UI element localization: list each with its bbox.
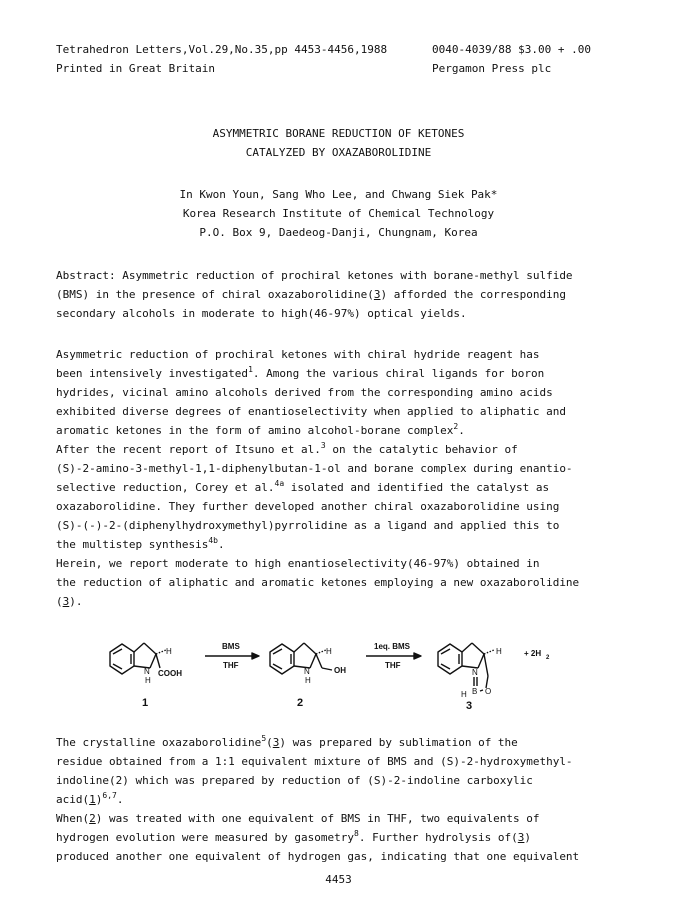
abstract-line: secondary alcohols in moderate to high(46-97%) optical yields. bbox=[56, 307, 467, 320]
paragraph-preparation bbox=[56, 733, 624, 809]
reaction-scheme bbox=[100, 612, 620, 712]
text-line: residue obtained from a 1:1 equivalent mixture of BMS and (S)-2-hydroxymethyl- bbox=[56, 755, 573, 768]
text-line: (3). bbox=[56, 595, 83, 608]
text-line: The crystalline oxazaborolidine$^5$(3) was prepared by sublimation of the bbox=[56, 734, 518, 749]
solvent-label: THF bbox=[223, 661, 239, 670]
byproduct-subscript: 2 bbox=[546, 655, 550, 661]
citation-sup: 4a bbox=[274, 479, 285, 488]
atom-label: H bbox=[496, 647, 502, 656]
compound-ref: 2 bbox=[89, 812, 96, 825]
price-line: 0040-4039/88 $3.00 + .00 bbox=[432, 43, 591, 56]
text-line: produced another one equivalent of hydrogen gas, indicating that one equivalent bbox=[56, 850, 580, 863]
page-number: 4453 bbox=[325, 873, 352, 886]
title-line-2: CATALYZED BY OXAZABOROLIDINE bbox=[245, 146, 432, 159]
citation-sup: 5 bbox=[261, 734, 267, 743]
author-address: P.O. Box 9, Daedeog-Danji, Chungnam, Korea bbox=[199, 226, 478, 239]
citation-sup: 3 bbox=[320, 441, 326, 450]
paragraph-gasometry bbox=[56, 809, 624, 866]
journal-citation bbox=[56, 40, 387, 78]
journal-line: Tetrahedron Letters,Vol.29,No.35,pp 4453-4456,1988 bbox=[56, 43, 388, 56]
compound-ref: 3 bbox=[517, 831, 525, 844]
compound-label-2: 2 bbox=[297, 697, 304, 709]
text-line: been intensively investigated$^1$. Among the various chiral ligands for boron bbox=[56, 365, 545, 380]
reagent-label: 1eq. BMS bbox=[374, 642, 411, 651]
author-names: In Kwon Youn, Sang Who Lee, and Chwang Siek Pak* bbox=[179, 188, 498, 201]
journal-price bbox=[432, 40, 591, 78]
citation-sup: 6,7 bbox=[102, 791, 117, 800]
compound-label-3: 3 bbox=[466, 700, 473, 712]
substituent-label: OH bbox=[334, 666, 346, 675]
text-line: selective reduction, Corey et al.$^{4a}$ isolated and identified the catalyst as bbox=[56, 479, 550, 494]
substituent-label: COOH bbox=[158, 669, 182, 678]
author-block bbox=[0, 185, 677, 242]
text-line: exhibited diverse degrees of enantioselectivity when applied to aliphatic and bbox=[56, 405, 566, 418]
text-line: indoline(2) which was prepared by reduction of (S)-2-indoline carboxylic bbox=[56, 774, 533, 787]
atom-label: O bbox=[485, 687, 492, 696]
printed-line: Printed in Great Britain bbox=[56, 62, 215, 75]
atom-label: B bbox=[472, 687, 478, 696]
solvent-label: THF bbox=[385, 661, 401, 670]
compound-ref: 3 bbox=[373, 288, 381, 301]
text-line: Asymmetric reduction of prochiral ketones with chiral hydride reagent has bbox=[56, 348, 540, 361]
publisher-line: Pergamon Press plc bbox=[432, 62, 552, 75]
text-line: (S)-2-amino-3-methyl-1,1-diphenylbutan-1-ol and borane complex during enantio- bbox=[56, 462, 573, 475]
text-line: After the recent report of Itsuno et al.$^3$ on the catalytic behavior of bbox=[56, 441, 518, 456]
text-line: aromatic ketones in the form of amino alcohol-borane complex$^2$. bbox=[56, 422, 465, 437]
author-affiliation: Korea Research Institute of Chemical Technology bbox=[182, 207, 495, 220]
text-line: the multistep synthesis$^{4b}$. bbox=[56, 536, 225, 551]
text-line: $acid(1)^{6,7}$. bbox=[56, 791, 124, 806]
text-line: hydrides, vicinal amino alcohols derived from the corresponding amino acids bbox=[56, 386, 553, 399]
citation-sup: 1 bbox=[248, 365, 253, 374]
text-line: (S)-(-)-2-(diphenylhydroxymethyl)pyrrolidine as a ligand and applied this to bbox=[56, 519, 560, 532]
paragraph-herein bbox=[56, 554, 624, 611]
paragraph-background bbox=[56, 440, 624, 554]
atom-label: H bbox=[166, 647, 172, 656]
compound-ref: 3 bbox=[272, 736, 280, 749]
byproduct-label: + 2H bbox=[524, 649, 542, 658]
text-line: oxazaborolidine. They further developed another chiral oxazaborolidine using bbox=[56, 500, 560, 513]
compound-2-structure bbox=[270, 643, 332, 674]
compound-label-1: 1 bbox=[142, 697, 149, 709]
compound-3-structure bbox=[438, 643, 494, 691]
text-line: hydrogen evolution were measured by gasometry$^8$. Further hydrolysis of(3) bbox=[56, 829, 532, 844]
citation-sup: 4b bbox=[208, 536, 218, 545]
citation-sup: 2 bbox=[453, 422, 459, 431]
abstract bbox=[56, 266, 624, 323]
atom-label: N bbox=[304, 667, 310, 676]
atom-label: N bbox=[144, 667, 150, 676]
atom-label: N bbox=[472, 668, 478, 677]
reagent-label: BMS bbox=[222, 642, 240, 651]
atom-label: H bbox=[461, 690, 467, 699]
paper-title bbox=[0, 124, 677, 162]
atom-label: H bbox=[326, 647, 332, 656]
citation-sup: 8 bbox=[354, 829, 359, 838]
atom-label: H bbox=[305, 676, 311, 685]
abstract-line: Abstract: Asymmetric reduction of prochiral ketones with borane-methyl sulfide bbox=[56, 269, 573, 282]
compound-ref: 1 bbox=[89, 793, 96, 806]
paragraph-intro bbox=[56, 345, 624, 440]
text-line: When(2) was treated with one equivalent of BMS in THF, two equivalents of bbox=[56, 812, 540, 825]
text-line: Herein, we report moderate to high enantioselectivity(46-97%) obtained in bbox=[56, 557, 540, 570]
atom-label: H bbox=[145, 676, 151, 685]
title-line-1: ASYMMETRIC BORANE REDUCTION OF KETONES bbox=[212, 127, 465, 140]
abstract-line: (BMS) in the presence of chiral oxazaborolidine(3) afforded the corresponding bbox=[56, 288, 566, 301]
compound-ref: 3 bbox=[62, 595, 70, 608]
text-line: the reduction of aliphatic and aromatic ketones employing a new oxazaborolidine bbox=[56, 576, 580, 589]
